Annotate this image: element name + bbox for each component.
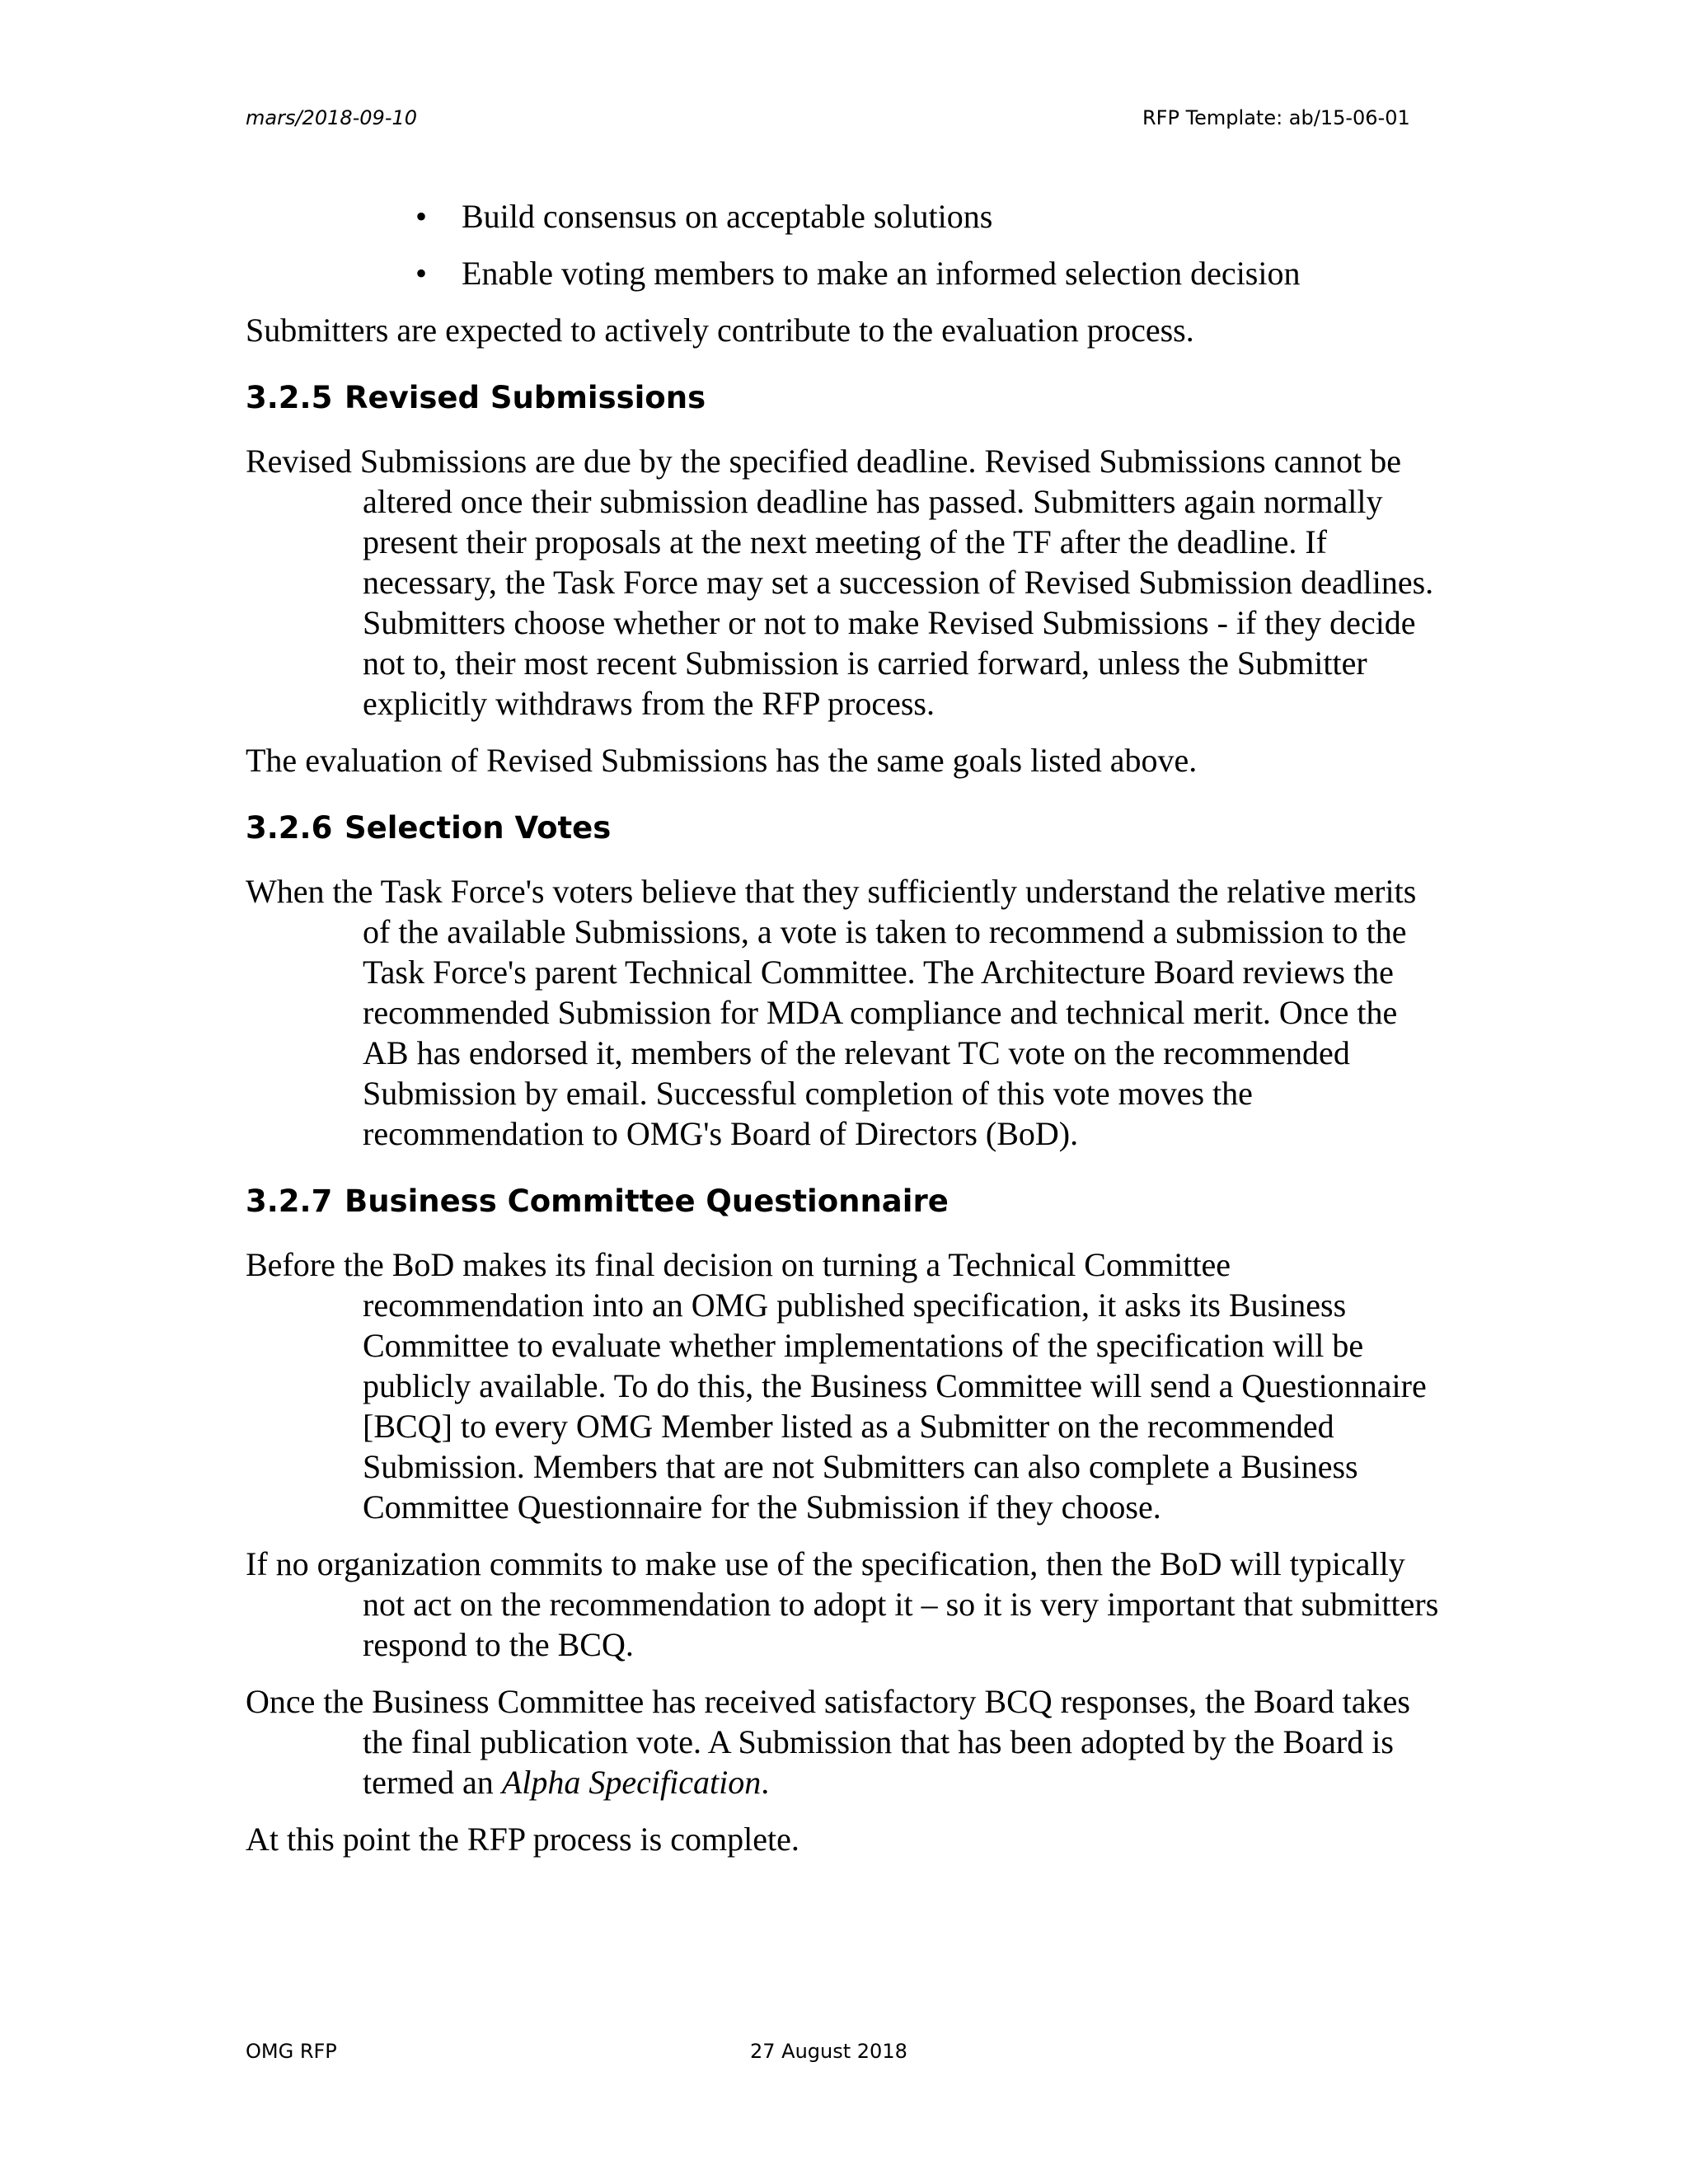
closing-paragraph: At this point the RFP process is complete. (246, 1821, 799, 1858)
footer-document-title: OMG RFP (246, 2040, 337, 2063)
section-heading-selection-votes (246, 810, 1449, 846)
section-heading-revised-submissions (246, 380, 1449, 416)
paragraph: The evaluation of Revised Submissions has the same goals listed above. (246, 742, 1198, 779)
section-number: 3.2.5 (246, 380, 333, 415)
paragraph: Revised Submissions are due by the specified deadline. Revised Submissions cannot be altered once their submission deadline has passed. Submitters again normally present their proposals at the next meeting of the TF after the deadline. If necessary, the Task Force may set a succession of Revised Submission deadlines. Submitters choose whether or not to make Revised Submissions - if they decide not to, their most recent Submission is carried forward, unless the Submitter explicitly withdraws from the RFP process. (246, 443, 1434, 722)
paragraph: Before the BoD makes its final decision on turning a Technical Committee recommendation into an OMG published specification, it asks its Business Committee to evaluate whether implementations of the specification will be publicly available. To do this, the Business Committee will send a Questionnaire [BCQ] to every OMG Member listed as a Submitter on the recommended Submission. Members that are not Submitters can also complete a Business Committee Questionnaire for the Submission if they choose. (246, 1246, 1427, 1526)
header-document-id: mars/2018-09-10 (246, 106, 418, 129)
paragraph: When the Task Force's voters believe that they sufficiently understand the relative merits of the available Submissions, a vote is taken to recommend a submission to the Task Force's parent Technical Committee. The Architecture Board reviews the recommended Submission for MDA compliance and technical merit. Once the AB has endorsed it, members of the relevant TC vote on the recommended Submission by email. Successful completion of this vote moves the recommendation to OMG's Board of Directors (BoD). (246, 873, 1417, 1152)
list-item (246, 196, 1449, 237)
paragraph (246, 1681, 1449, 1802)
bullet-icon: • (415, 198, 428, 235)
list-item (246, 253, 1449, 293)
paragraph-text: Once the Business Committee has received satisfactory BCQ responses, the Board takes the final publication vote. A Submission that has been adopted by the Board is termed an (246, 1683, 1410, 1801)
paragraph: If no organization commits to make use of the specification, then the BoD will typically not act on the recommendation to adopt it – so it is very important that submitters respond to the BCQ. (246, 1545, 1439, 1663)
section-title: Revised Submissions (345, 380, 706, 415)
section-number: 3.2.7 (246, 1183, 333, 1219)
list-item-text: Build consensus on acceptable solutions (462, 198, 993, 235)
intro-paragraph: Submitters are expected to actively contribute to the evaluation process. (246, 312, 1194, 349)
section-number: 3.2.6 (246, 810, 333, 846)
alpha-specification-term: Alpha Specification (501, 1764, 762, 1801)
bullet-icon: • (415, 255, 428, 292)
header-template-id: RFP Template: ab/15-06-01 (1142, 106, 1410, 129)
paragraph-text-end: . (761, 1764, 770, 1801)
list-item-text: Enable voting members to make an informed selection decision (462, 255, 1301, 292)
section-title: Business Committee Questionnaire (345, 1183, 949, 1219)
evaluation-goals-list (246, 196, 1449, 293)
section-title: Selection Votes (345, 810, 612, 846)
page-content (246, 196, 1449, 1876)
footer-date: 27 August 2018 (750, 2040, 907, 2063)
section-heading-business-committee-questionnaire (246, 1183, 1449, 1220)
